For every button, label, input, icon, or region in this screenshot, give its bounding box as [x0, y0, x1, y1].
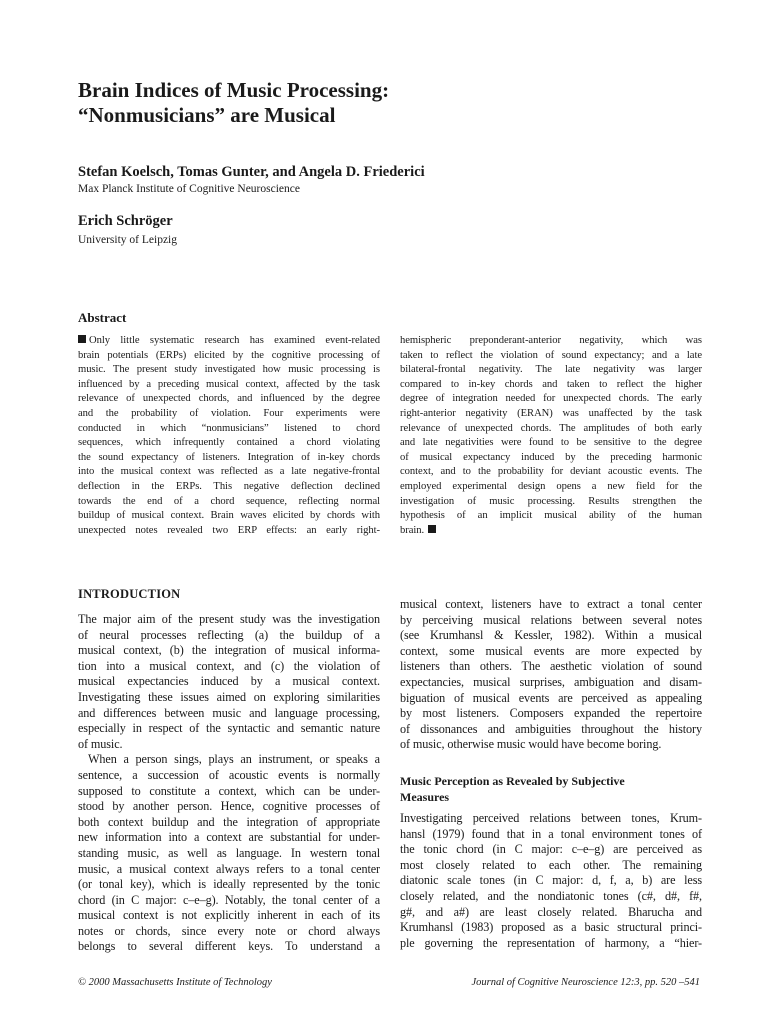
abstract-line: hemispheric preponderant-anterior negativity, which was [400, 335, 702, 346]
body-line: diatonic scale tones (in C major: d, f, a, b) are less [400, 873, 702, 888]
body-line: Investigating perceived relations between tones, Krum- [400, 811, 702, 825]
body-line: (see Krumhansl & Kessler, 1982). Within a musical [400, 628, 702, 643]
body-line: most closely related to each other. The remaining [400, 857, 702, 872]
body-line: musical context, listeners have to extract a tonal center [400, 597, 702, 611]
body-line: The major aim of the present study was the investigation [78, 612, 380, 626]
body-line: biguation of musical events are perceived as appealing [400, 690, 702, 705]
body-line: new information into a context are substantial for under- [78, 830, 380, 845]
abstract-line: bilateral-frontal negativity. The late negativity was larger [400, 364, 702, 376]
body-line: and differences between music and language processing, [78, 705, 380, 720]
abstract-heading: Abstract [78, 310, 127, 325]
subsection-body [400, 811, 702, 951]
abstract-line: the sound expectancy of listeners. Integration of in-key chords [78, 451, 380, 463]
abstract-line: investigation of music processing. Results strengthen the [400, 495, 702, 507]
body-line: especially in respect of the syntactic and semantic nature [78, 721, 380, 736]
abstract-line: music. The present study investigated how music processing is [78, 364, 380, 376]
affiliation-2: University of Leipzig [78, 234, 178, 246]
body-line: musical expectancies induced by a musical context. [78, 674, 380, 689]
abstract-line: relevance of unexpected chords, and influenced by the degree [78, 393, 380, 405]
journal-citation-footer: Journal of Cognitive Neuroscience 12:3, pp. 520 –541 [471, 977, 700, 988]
abstract-line: influenced by a preceding musical context, affected by the task [78, 378, 380, 390]
body-line: listeners than others. The aesthetic violation of sound [400, 659, 702, 674]
abstract-left-column [78, 334, 380, 538]
body-line: context, some musical events are more expected by [400, 643, 702, 658]
abstract-line: into the musical context was reflected as a late negative-frontal [78, 466, 380, 478]
affiliation-1: Max Planck Institute of Cognitive Neuroscience [78, 183, 300, 195]
abstract-line: context, and to the probability for deviant acoustic events. The [400, 466, 702, 478]
introduction-heading: INTRODUCTION [78, 587, 181, 601]
body-line: hansl (1979) found that in a tonal environment tones of [400, 826, 702, 841]
abstract-line: buildup of musical context. Brain waves elicited by chords with [78, 510, 380, 522]
abstract-line: and the probability of violation. Four experiments were [78, 407, 380, 419]
body-line: of music, otherwise music would have become boring. [400, 737, 662, 752]
abstract-line: relevance of unexpected chords. The amplitudes of both early [400, 422, 702, 434]
title-line-1: Brain Indices of Music Processing: [78, 78, 390, 102]
body-line: musical context, (b) the integration of musical informa- [78, 643, 380, 658]
body-line: ple governing the representation of harmony, a “hier- [400, 935, 702, 950]
body-line: expectancies, musical surprises, ambiguation and disam- [400, 674, 702, 689]
body-line: belongs to several different keys. To understand a [78, 939, 380, 954]
abstract-line: brain potentials (ERPs) elicited by the cognitive processing of [78, 349, 380, 361]
body-line: the tonic chord (in C major: c–e–g) are perceived as [400, 842, 702, 857]
abstract-line: right-anterior negativity (ERAN) was unaffected by the task [400, 407, 702, 419]
body-line: sentence, a succession of acoustic events is normally [78, 767, 380, 782]
body-line: by most listeners. Composers expanded the repertoire [400, 706, 702, 721]
abstract-line: employed experimental design opens a new field for the [400, 480, 702, 492]
body-line: by perceiving musical relations between several notes [400, 612, 702, 627]
body-line: supposed to constitute a context, which can be under- [78, 783, 380, 798]
abstract-line: of musical expectancy induced by the preceding harmonic [400, 451, 702, 463]
body-line: of music. [78, 736, 123, 751]
abstract-line: towards the end of a chord sequence, reflecting normal [78, 495, 380, 507]
body-line: (or tonal key), which is ideally represented by the tonic [78, 877, 380, 892]
body-line: chord (in C major: c–e–g). Notably, the tonal center of a [78, 892, 380, 907]
body-line: standing music, as well as language. In western tonal [78, 845, 380, 860]
body-line: stood by another person. Hence, cognitive processes of [78, 799, 380, 814]
introduction-left-column [78, 612, 380, 955]
abstract-line: Only little systematic research has examined event-related [78, 334, 380, 349]
title-line-2: “Nonmusicians” are Musical [78, 103, 336, 127]
body-line: When a person sings, plays an instrument, or speaks a [88, 752, 380, 767]
body-line: Krumhansl (1983) proposed as a basic structural princi- [400, 920, 702, 935]
subsection-heading: Music Perception as Revealed by Subjective Measures [400, 774, 625, 804]
abstract-line: unexpected notes revealed two ERP effects: an early right- [78, 524, 380, 536]
author-names-2: Erich Schröger [78, 213, 173, 229]
body-line: music, a musical context always refers to a tonal center [78, 861, 380, 876]
abstract-line: brain. [400, 524, 702, 539]
body-line: notes or chords, since every note or chord always [78, 923, 380, 938]
body-line: Investigating these issues aimed on exploring similarities [78, 689, 380, 704]
abstract-right-column [400, 334, 702, 538]
abstract-line: degree of integration needed for unexpected chords. The early [400, 393, 702, 405]
copyright-footer: © 2000 Massachusetts Institute of Technology [78, 977, 272, 988]
abstract-line: and late negativities were found to be sensitive to the degree [400, 437, 702, 449]
body-line: closely related, and the nondiatonic tones (c#, d#, f#, [400, 888, 702, 903]
abstract-line: taken to reflect the violation of sound expectancy; and a late [400, 349, 702, 361]
body-line: both context buildup and the integration of appropriate [78, 814, 380, 829]
body-line: of dissonances and ambiguities throughout the history [400, 721, 702, 736]
abstract-line: sequences, which infrequently contained a chord violating [78, 437, 380, 449]
abstract-line: conducted in which “nonmusicians” listened to chord [78, 422, 380, 434]
body-line: musical context is not explicitly inherent in each of its [78, 908, 380, 923]
body-line: tion into a musical context, and (c) the violation of [78, 658, 380, 673]
body-line: g#, and a#) are least closely related. Bharucha and [400, 904, 702, 919]
author-names-1: Stefan Koelsch, Tomas Gunter, and Angela D. Friederici [78, 164, 425, 180]
body-line: of neural processes reflecting (a) the buildup of a [78, 627, 380, 642]
abstract-line: hypothesis of an implicit musical ability of the human [400, 510, 702, 522]
abstract-line: compared to in-key chords and taken to reflect the higher [400, 378, 702, 390]
introduction-right-column [400, 597, 702, 753]
paper-title [78, 78, 638, 128]
black-square-icon [428, 525, 436, 533]
black-square-icon [78, 335, 86, 343]
abstract-line: deflection in the ERPs. This negative deflection declined [78, 480, 380, 492]
